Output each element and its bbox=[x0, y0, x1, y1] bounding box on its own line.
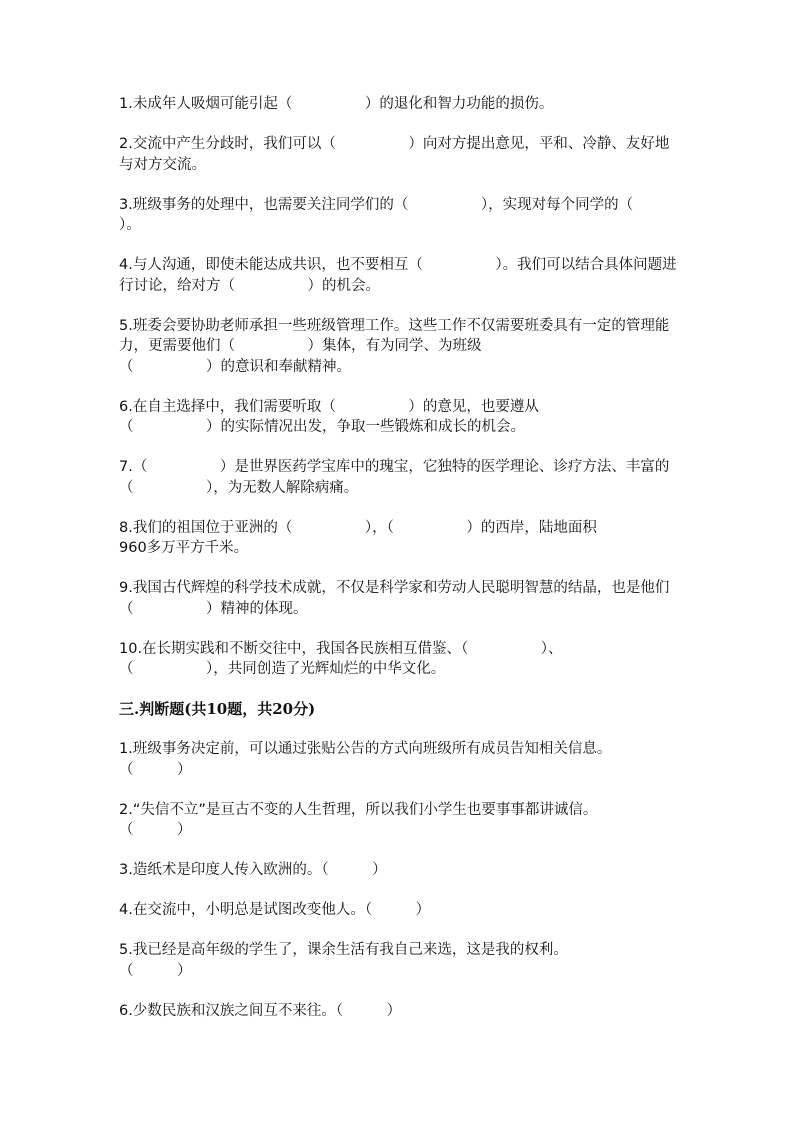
tf-question-4: 4.在交流中，小明总是试图改变他人。（ ） bbox=[119, 902, 431, 918]
tf-question-1: 1.班级事务决定前，可以通过张贴公告的方式向班级所有成员告知相关信息。 （ ） bbox=[119, 741, 612, 778]
question-6: 6.在自主选择中，我们需要听取（ ）的意见，也要遵从 （ ）的实际情况出发，争取一些锻炼和成长的机会。 bbox=[119, 398, 539, 435]
question-9: 9.我国古代辉煌的科学技术成就，不仅是科学家和劳动人民聪明智慧的结晶，也是他们（ ）精神的体现。 bbox=[119, 580, 670, 617]
tf-question-6: 6.少数民族和汉族之间互不来往。（ ） bbox=[119, 1002, 402, 1019]
tf-question-5: 5.我已经是高年级的学生了，课余生活有我自己来选，这是我的权利。 （ ） bbox=[119, 942, 568, 979]
fill-blank-questions bbox=[119, 94, 706, 680]
question-1: 1.未成年人吸烟可能引起（ ）的退化和智力功能的损伤。 bbox=[119, 96, 554, 112]
section-title: 三.判断题(共10题，共20分) bbox=[119, 700, 316, 718]
question-7: 7.（ ）是世界医药学宝库中的瑰宝，它独特的医学理论、诊疗方法、丰富的（ ），为无数人解除病痛。 bbox=[119, 459, 670, 496]
exam-page bbox=[119, 94, 706, 1041]
question-3: 3.班级事务的处理中，也需要关注同学们的（ ），实现对每个同学的（ ）。 bbox=[119, 196, 706, 233]
true-false-questions bbox=[119, 739, 679, 1021]
question-5: 5.班委会要协助老师承担一些班级管理工作。这些工作不仅需要班委具有一定的管理能力，更需要他们（ ）集体，有为同学、为班级 （ ）的意识和奉献精神。 bbox=[119, 317, 670, 375]
question-10: 10.在长期实践和不断交往中，我国各民族相互借鉴、（ ）、 （ ），共同创造了光辉灿烂的中华文化。 bbox=[119, 640, 563, 677]
question-8: 8.我们的祖国位于亚洲的（ ），（ ）的西岸，陆地面积 960多万平方千米。 bbox=[119, 519, 597, 556]
question-2: 2.交流中产生分歧时，我们可以（ ）向对方提出意见，平和、冷静、友好地与对方交流。 bbox=[119, 136, 670, 173]
question-4: 4.与人沟通，即使未能达成共识，也不要相互（ ）。我们可以结合具体问题进行讨论，给对方（ ）的机会。 bbox=[119, 257, 677, 294]
tf-question-3: 3.造纸术是印度人传入欧洲的。（ ） bbox=[119, 862, 387, 878]
tf-question-2: 2.“失信不立”是亘古不变的人生哲理，所以我们小学生也要事事都讲诚信。 （ ） bbox=[119, 801, 598, 838]
